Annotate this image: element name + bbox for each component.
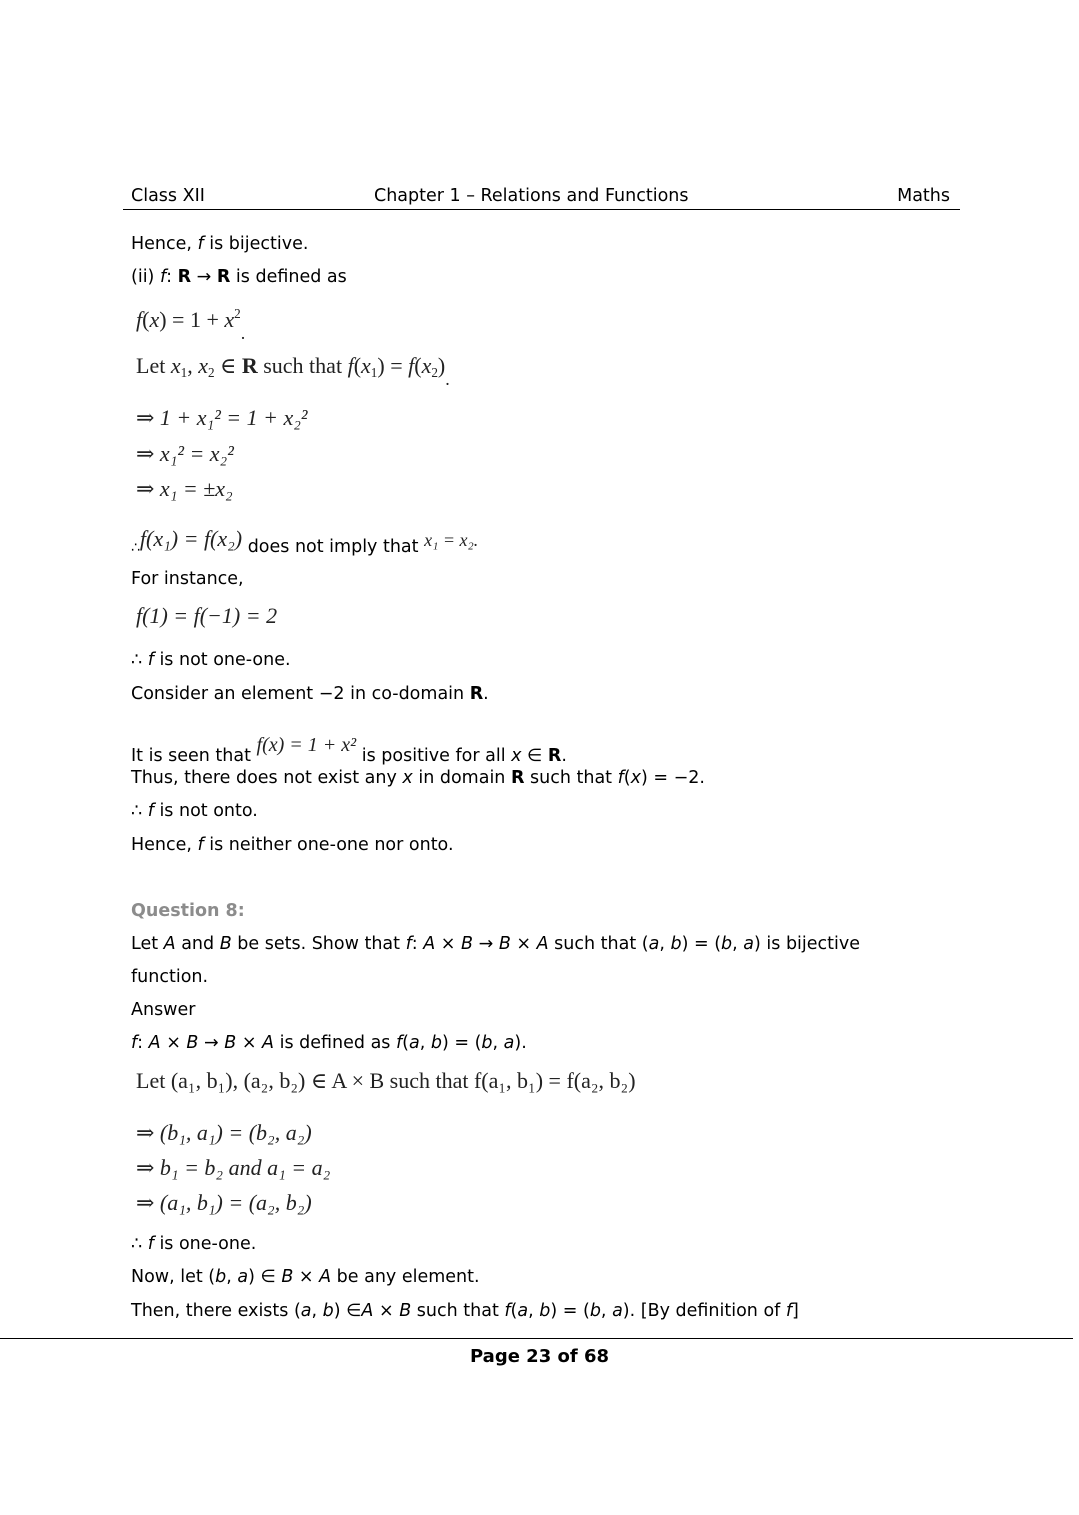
var: B — [186, 1033, 199, 1053]
var: b — [322, 1301, 334, 1321]
equation — [136, 355, 450, 390]
var: x — [402, 768, 413, 788]
text: Thus, there does not exist any — [131, 768, 403, 788]
var: b — [589, 1301, 601, 1321]
text: × — [510, 934, 537, 954]
var: a — [743, 934, 755, 954]
footer-divider — [0, 1338, 1073, 1339]
sym: . — [240, 323, 246, 343]
sym: . — [445, 369, 450, 389]
text: such that — [411, 1301, 505, 1321]
exp: 2 — [234, 306, 241, 321]
var: x — [630, 768, 641, 788]
var: B — [224, 1033, 237, 1053]
text: → — [473, 934, 499, 954]
text-line — [131, 649, 291, 671]
var: f — [405, 934, 412, 954]
sym: ∈ — [214, 353, 242, 378]
text: ∴ — [131, 801, 148, 821]
text: such that — [524, 768, 618, 788]
var: f — [408, 353, 415, 378]
set-R: R — [177, 267, 192, 287]
question-text — [131, 933, 860, 955]
var: B — [219, 934, 232, 954]
text-line — [131, 233, 308, 255]
var: B — [461, 934, 474, 954]
text: × — [373, 1301, 400, 1321]
text: : — [137, 1033, 149, 1053]
text: be any element. — [331, 1267, 480, 1287]
text: ) = ( — [681, 934, 722, 954]
page-number: Page 23 of 68 — [469, 1346, 610, 1367]
text: . — [561, 746, 567, 766]
var: A — [361, 1301, 374, 1321]
equation — [136, 303, 245, 344]
var: b — [670, 934, 682, 954]
var: A — [536, 934, 549, 954]
equation: ⇒ x₁ = ±x₂ — [136, 476, 233, 501]
equation: ⇒ x₁² = x₂² — [136, 441, 234, 466]
text: ∴ — [131, 650, 148, 670]
text: ] — [792, 1301, 799, 1321]
sub: 1 — [370, 365, 378, 380]
text: Then, there exists ( — [131, 1301, 301, 1321]
set-R: R — [216, 267, 231, 287]
text: × — [236, 1033, 263, 1053]
var: a — [612, 1301, 623, 1321]
equation: ⇒ 1 + x₁² = 1 + x₂² — [136, 405, 308, 430]
equation: ⇒ b₁ = b₂ and a₁ = a₂ — [136, 1155, 331, 1180]
var: a — [648, 934, 660, 954]
text: ) = −2. — [640, 768, 705, 788]
text: is defined as — [274, 1033, 396, 1053]
header-chapter: Chapter 1 – Relations and Functions — [374, 186, 689, 206]
text: , — [492, 1033, 504, 1053]
var: x — [224, 307, 235, 332]
var: f — [785, 1301, 793, 1321]
text: is bijective. — [203, 234, 309, 254]
var: a — [300, 1301, 312, 1321]
var: f — [197, 835, 204, 855]
text-line — [131, 528, 478, 559]
page-header — [123, 185, 960, 210]
text-line — [131, 1300, 799, 1322]
var: x — [511, 746, 522, 766]
var: f — [347, 353, 354, 378]
equation: f(1) = f(−1) = 2 — [136, 603, 278, 628]
sym: ( — [353, 353, 362, 378]
text: ( — [510, 1301, 518, 1321]
text: ). [By definition of — [622, 1301, 786, 1321]
var: a — [237, 1267, 249, 1287]
text: → — [198, 1033, 225, 1053]
text: ( — [623, 768, 631, 788]
text-line — [131, 1233, 256, 1255]
var: A — [163, 934, 176, 954]
var: x — [421, 353, 432, 378]
equation: x₁ = x₂. — [424, 530, 479, 550]
var: A — [262, 1033, 275, 1053]
var: f — [159, 267, 167, 287]
text: Hence, — [131, 234, 198, 254]
var: B — [281, 1267, 294, 1287]
text: is one-one. — [153, 1234, 257, 1254]
text: ∈ — [521, 746, 548, 766]
text: ). — [514, 1033, 527, 1053]
var: b — [215, 1267, 227, 1287]
text-line — [131, 266, 347, 288]
var: b — [481, 1033, 493, 1053]
text: ( — [402, 1033, 409, 1053]
question-title: Question 8: — [131, 901, 245, 921]
sym: ) — [437, 353, 446, 378]
equation: Let (a₁, b₁), (a₂, b₂) ∈ A × B such that f(a₁, b₁) = f(a₂, b₂) — [136, 1068, 636, 1093]
var: x — [361, 353, 371, 378]
sub: 1 — [180, 365, 188, 380]
sym: such that — [257, 353, 348, 378]
text-line — [131, 767, 705, 789]
text-line — [131, 800, 258, 822]
text: . — [483, 684, 489, 704]
var: f — [136, 307, 143, 332]
var: x — [149, 307, 160, 332]
set-R: R — [241, 353, 258, 378]
var: f — [617, 768, 624, 788]
sub: 2 — [207, 365, 215, 380]
var: f — [131, 1033, 138, 1053]
sym: , — [187, 353, 199, 378]
text: is not one-one. — [153, 650, 291, 670]
equation: ⇒ (b₁, a₁) = (b₂, a₂) — [136, 1120, 312, 1145]
text: in domain — [412, 768, 511, 788]
text: ) = ( — [550, 1301, 590, 1321]
var: f — [147, 1234, 154, 1254]
text: such that ( — [548, 934, 649, 954]
text: × — [435, 934, 461, 954]
set-R: R — [510, 768, 525, 788]
text: × — [293, 1267, 320, 1287]
header-class: Class XII — [131, 186, 205, 206]
var: f — [147, 801, 154, 821]
text: It is seen that — [131, 746, 257, 766]
text: (ii) — [131, 267, 160, 287]
text: , — [659, 934, 671, 954]
equation: f(x₁) = f(x₂) — [139, 526, 243, 551]
text-line — [131, 683, 489, 705]
text: , — [528, 1301, 540, 1321]
set-R: R — [547, 746, 562, 766]
var: b — [430, 1033, 442, 1053]
text: is positive for all — [356, 746, 512, 766]
equation: ⇒ (a₁, b₁) = (a₂, b₂) — [136, 1190, 312, 1215]
text: , — [311, 1301, 323, 1321]
header-subject: Maths — [897, 186, 950, 206]
var: B — [399, 1301, 412, 1321]
sym: ) = — [377, 353, 409, 378]
question-text: function. — [131, 967, 209, 987]
equation: f(x) = 1 + x² — [256, 734, 357, 756]
text-line: For instance, — [131, 569, 244, 589]
sub: 2 — [431, 365, 438, 380]
text-line — [131, 834, 454, 856]
answer-label: Answer — [131, 1000, 196, 1020]
var: f — [504, 1301, 511, 1321]
text: ∴ — [131, 1234, 148, 1254]
sym: = 1 + — [166, 307, 225, 332]
text: : — [166, 267, 178, 287]
text: Now, let ( — [131, 1267, 216, 1287]
text: is not onto. — [153, 801, 258, 821]
text: and — [175, 934, 220, 954]
text: be sets. Show that — [231, 934, 406, 954]
text: Hence, — [131, 835, 198, 855]
sym: ) — [159, 307, 167, 332]
var: f — [197, 234, 204, 254]
text: is neither one-one nor onto. — [203, 835, 454, 855]
text: does not imply that — [242, 537, 425, 557]
text: : — [411, 934, 424, 954]
var: x — [198, 353, 208, 378]
text-line — [131, 1032, 527, 1054]
text: is defined as — [230, 267, 347, 287]
text: , — [732, 934, 744, 954]
therefore-symbol: ∴ — [131, 540, 140, 556]
sym: Let — [136, 353, 171, 378]
sym: ( — [414, 353, 422, 378]
var: b — [539, 1301, 551, 1321]
var: B — [498, 934, 511, 954]
text: Let — [131, 934, 164, 954]
var: A — [148, 1033, 161, 1053]
var: f — [395, 1033, 403, 1053]
text: , — [419, 1033, 431, 1053]
text: ) ∈ — [333, 1301, 362, 1321]
text: , — [600, 1301, 613, 1321]
var: a — [408, 1033, 420, 1053]
text: → — [191, 267, 217, 287]
text: , — [226, 1267, 238, 1287]
var: b — [721, 934, 733, 954]
var: a — [503, 1033, 515, 1053]
var: f — [147, 650, 154, 670]
text: ) = ( — [441, 1033, 482, 1053]
sym: ( — [142, 307, 150, 332]
set-R: R — [469, 684, 484, 704]
text: × — [160, 1033, 187, 1053]
text-line — [131, 1266, 480, 1288]
text-line — [131, 734, 567, 767]
text: Consider an element −2 in co-domain — [131, 684, 470, 704]
var: x — [170, 353, 181, 378]
text: ) ∈ — [248, 1267, 282, 1287]
var: A — [319, 1267, 332, 1287]
var: a — [517, 1301, 529, 1321]
text: ) is bijective — [754, 934, 861, 954]
var: A — [423, 934, 436, 954]
